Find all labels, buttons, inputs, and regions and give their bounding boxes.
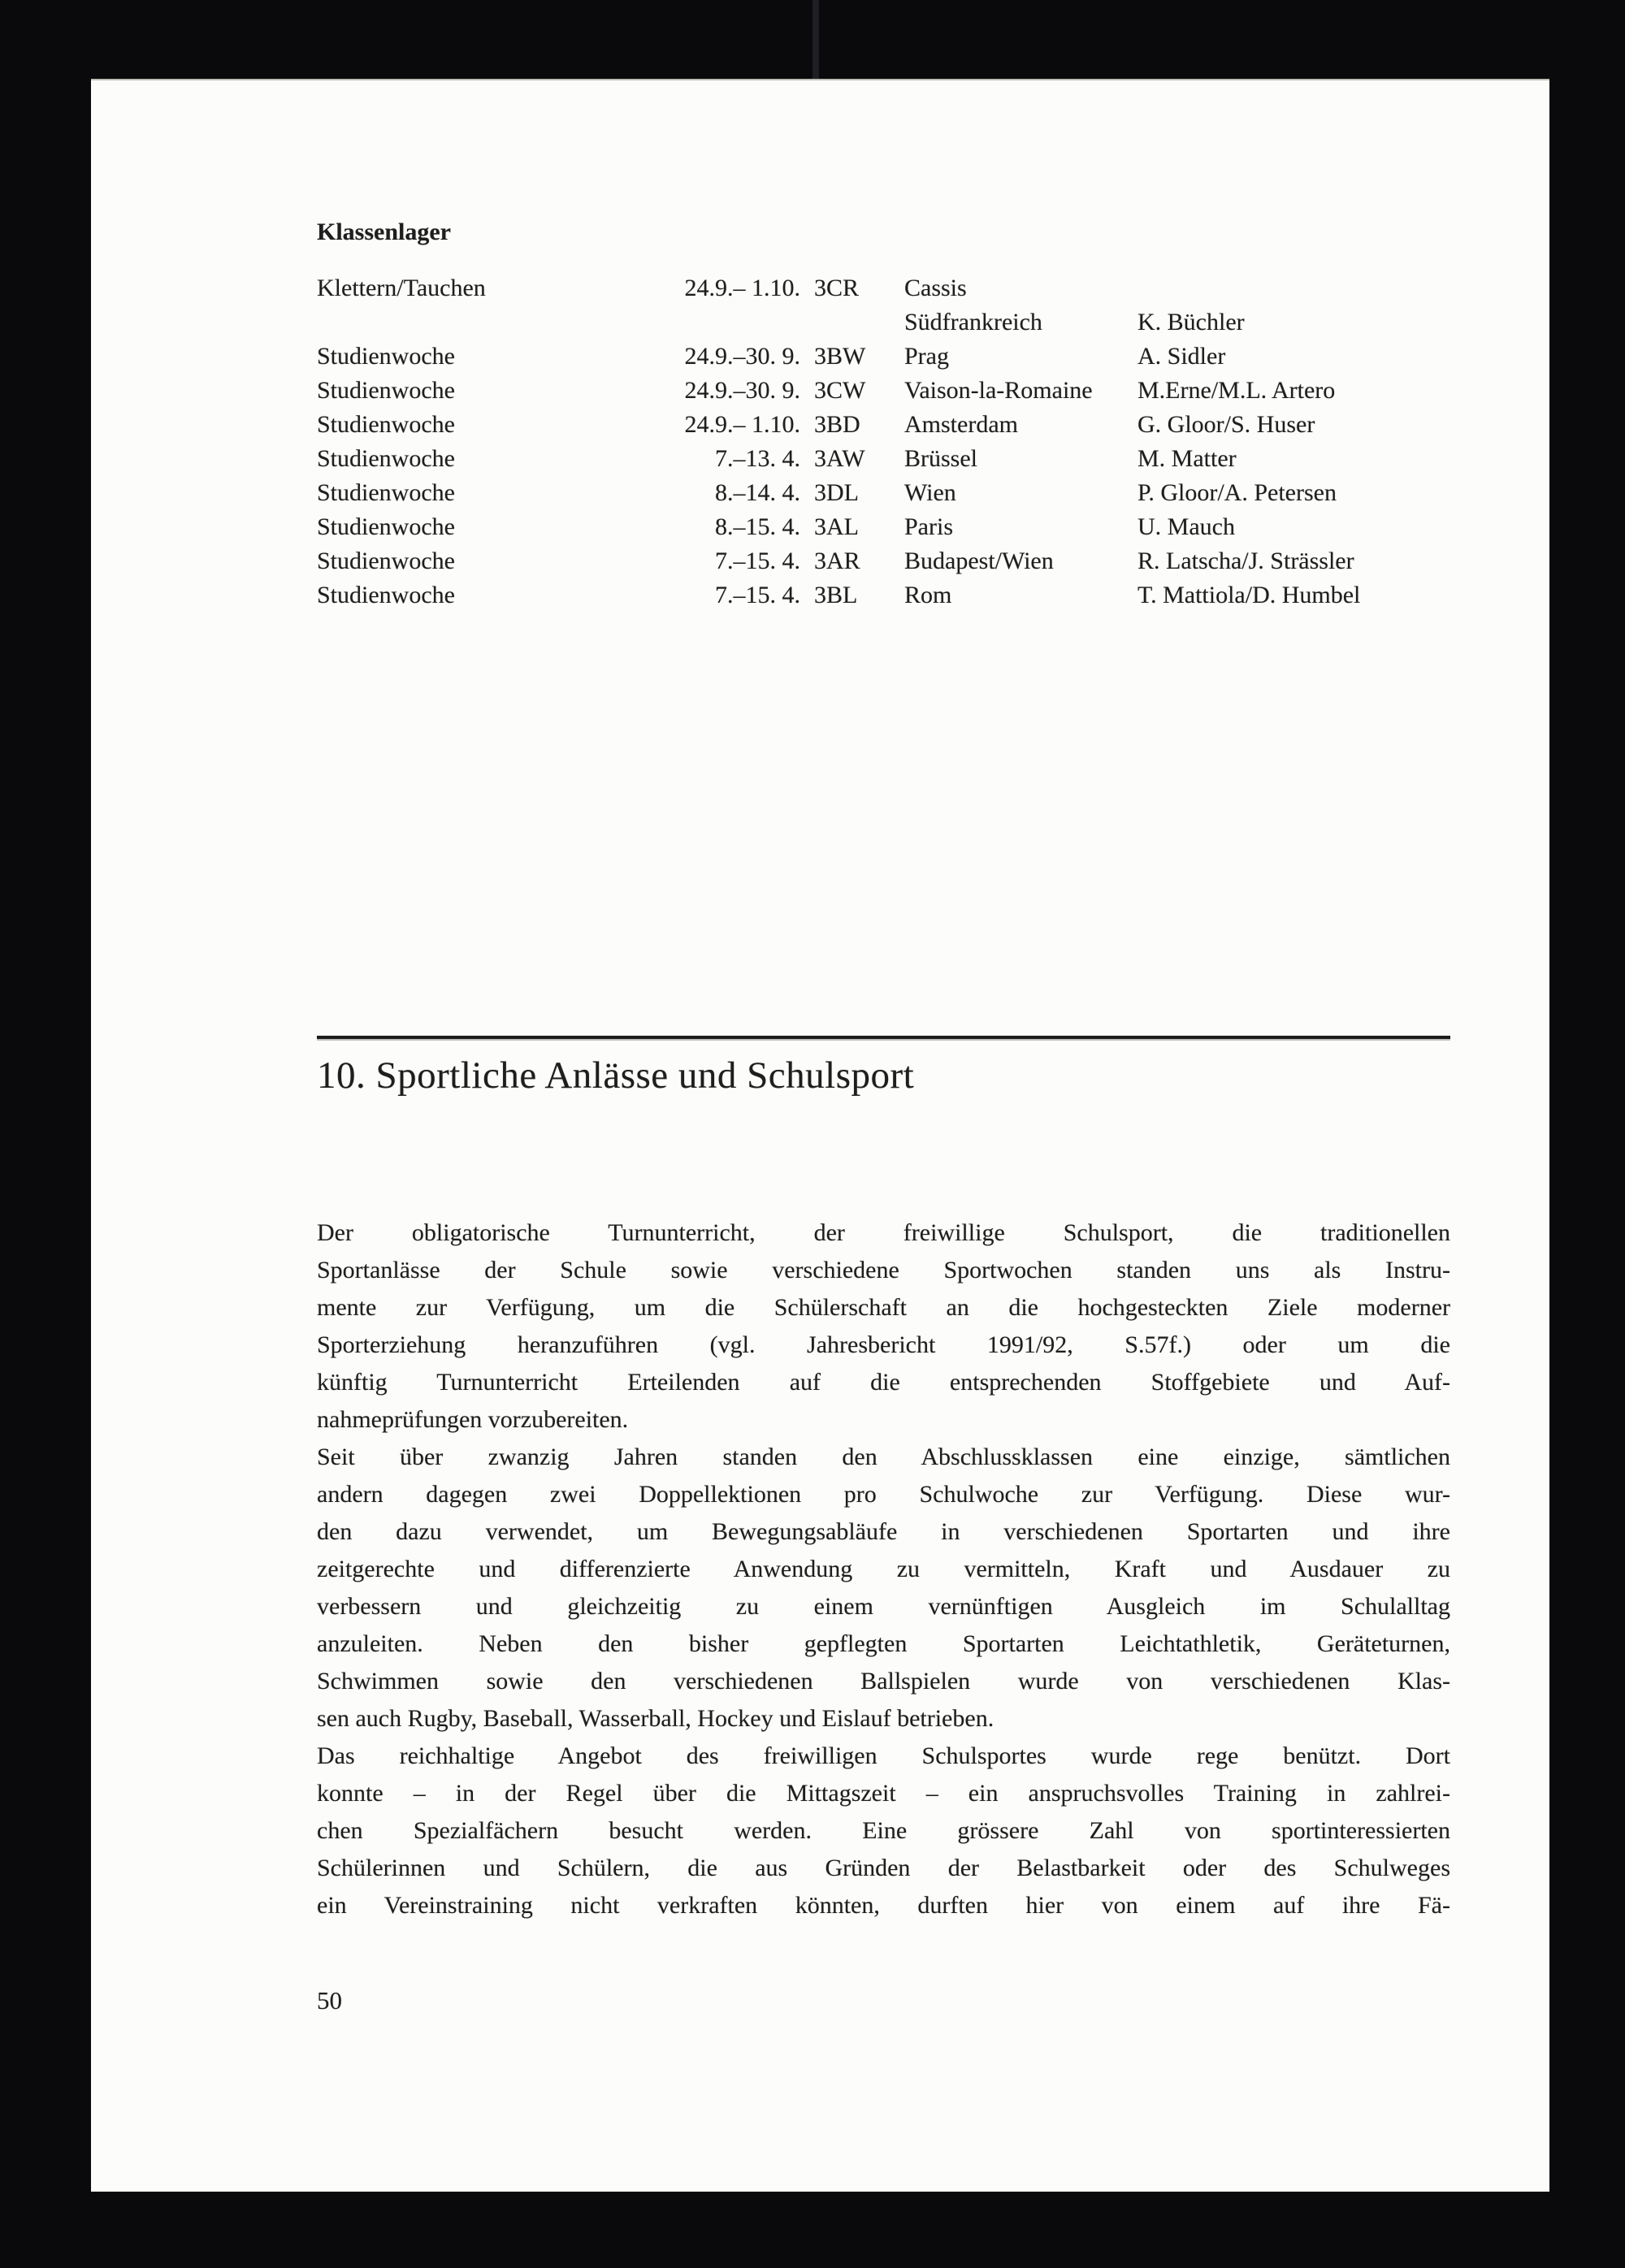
cell-class: 3CR xyxy=(814,275,860,301)
text-line: Sporterziehung heranzuführen (vgl. Jahresbericht 1991/92, S.57f.) oder um die xyxy=(317,1331,1450,1358)
cell-activity xyxy=(317,305,618,340)
cell-class: 3BD xyxy=(814,411,860,438)
document-page xyxy=(91,79,1549,2192)
cell-destination: Budapest/Wien xyxy=(904,548,1054,574)
text-line: künftig Turnunterricht Erteilenden auf die entsprechenden Stoffgebiete und Auf- xyxy=(317,1369,1450,1396)
cell-class: 3BL xyxy=(814,582,858,608)
text-line: ein Vereinstraining nicht verkraften könnten, durften hier von einem auf ihre Fä- xyxy=(317,1892,1450,1919)
cell-class: 3DL xyxy=(814,479,859,506)
section-heading: 10. Sportliche Anlässe und Schulsport xyxy=(317,1054,915,1097)
body-text xyxy=(317,1214,1450,1924)
cell-dates: 24.9.–30. 9. xyxy=(684,377,800,404)
cell-dates: 8.–14. 4. xyxy=(715,479,800,506)
table-row xyxy=(317,442,1450,476)
cell-dates xyxy=(618,305,800,340)
cell-destination: Amsterdam xyxy=(904,411,1018,438)
table-row xyxy=(317,578,1450,612)
paragraph xyxy=(317,1214,1450,1439)
text-line: Sportanlässe der Schule sowie verschiedene Sportwochen standen uns als Instru- xyxy=(317,1257,1450,1283)
table-row xyxy=(317,476,1450,510)
cell-leaders: A. Sidler xyxy=(1138,343,1226,370)
cell-leaders: M.Erne/M.L. Artero xyxy=(1138,377,1336,404)
cell-destination: Vaison-la-Romaine xyxy=(904,377,1093,404)
cell-dates: 24.9.–30. 9. xyxy=(684,343,800,370)
cell-activity: Studienwoche xyxy=(317,548,455,574)
cell-leaders: M. Matter xyxy=(1138,445,1237,472)
cell-activity: Studienwoche xyxy=(317,411,455,438)
cell-activity: Studienwoche xyxy=(317,445,455,472)
text-line: Schwimmen sowie den verschiedenen Ballspielen wurde von verschiedenen Klas- xyxy=(317,1668,1450,1695)
page-number: 50 xyxy=(317,1986,342,2015)
text-line: Der obligatorische Turnunterricht, der freiwillige Schulsport, die traditionellen xyxy=(317,1219,1450,1246)
cell-leaders: U. Mauch xyxy=(1138,513,1235,540)
cell-dates: 7.–15. 4. xyxy=(715,548,800,574)
paragraph xyxy=(317,1738,1450,1924)
cell-leaders: K. Büchler xyxy=(1138,309,1245,335)
cell-destination: Paris xyxy=(904,513,953,540)
table-row xyxy=(317,374,1450,408)
text-line: anzuleiten. Neben den bisher gepflegten Sportarten Leichtathletik, Geräteturnen, xyxy=(317,1630,1450,1657)
text-line: zeitgerechte und differenzierte Anwendung zu vermitteln, Kraft und Ausdauer zu xyxy=(317,1556,1450,1582)
text-line: den dazu verwendet, um Bewegungsabläufe in verschiedenen Sportarten und ihre xyxy=(317,1518,1450,1545)
text-line: Das reichhaltige Angebot des freiwilligen Schulsportes wurde rege benützt. Dort xyxy=(317,1742,1450,1769)
text-line: Schülerinnen und Schülern, die aus Gründen der Belastbarkeit oder des Schulweges xyxy=(317,1855,1450,1881)
cell-activity: Studienwoche xyxy=(317,479,455,506)
cell-destination: Prag xyxy=(904,343,949,370)
text-line: verbessern und gleichzeitig zu einem vernünftigen Ausgleich im Schulalltag xyxy=(317,1593,1450,1620)
cell-leaders: G. Gloor/S. Huser xyxy=(1138,411,1315,438)
table-row xyxy=(317,271,1450,305)
cell-destination: Wien xyxy=(904,479,956,506)
text-line: sen auch Rugby, Baseball, Wasserball, Hockey und Eislauf betrieben. xyxy=(317,1705,994,1732)
cell-destination: Südfrankreich xyxy=(904,309,1042,335)
text-line: chen Spezialfächern besucht werden. Eine grössere Zahl von sportinteressierten xyxy=(317,1817,1450,1844)
text-line: Seit über zwanzig Jahren standen den Abschlussklassen eine einzige, sämtlichen xyxy=(317,1443,1450,1470)
cell-leaders xyxy=(1138,271,1450,305)
cell-activity: Studienwoche xyxy=(317,513,455,540)
scanner-streak-artifact xyxy=(812,0,819,79)
cell-class: 3CW xyxy=(814,377,866,404)
cell-class: 3AL xyxy=(814,513,859,540)
cell-destination: Cassis xyxy=(904,275,967,301)
cell-activity: Studienwoche xyxy=(317,582,455,608)
cell-class: 3BW xyxy=(814,343,866,370)
klassenlager-table xyxy=(317,271,1450,612)
cell-dates: 7.–13. 4. xyxy=(715,445,800,472)
cell-leaders: R. Latscha/J. Strässler xyxy=(1138,548,1354,574)
cell-destination: Brüssel xyxy=(904,445,977,472)
text-line: mente zur Verfügung, um die Schülerschaft an die hochgesteckten Ziele moderner xyxy=(317,1294,1450,1321)
cell-leaders: T. Mattiola/D. Humbel xyxy=(1138,582,1361,608)
text-line: andern dagegen zwei Doppellektionen pro Schulwoche zur Verfügung. Diese wur- xyxy=(317,1481,1450,1508)
text-line: nahmeprüfungen vorzubereiten. xyxy=(317,1406,629,1433)
cell-dates: 7.–15. 4. xyxy=(715,582,800,608)
cell-leaders: P. Gloor/A. Petersen xyxy=(1138,479,1337,506)
cell-activity: Klettern/Tauchen xyxy=(317,275,486,301)
text-line: konnte – in der Regel über die Mittagszeit – ein anspruchsvolles Training in zahlrei- xyxy=(317,1780,1450,1807)
cell-dates: 24.9.– 1.10. xyxy=(684,411,800,438)
cell-activity: Studienwoche xyxy=(317,377,455,404)
cell-class: 3AR xyxy=(814,548,860,574)
table-row xyxy=(317,510,1450,544)
table-row xyxy=(317,544,1450,578)
paragraph xyxy=(317,1439,1450,1738)
cell-class xyxy=(800,305,895,340)
table-row xyxy=(317,340,1450,374)
table-row xyxy=(317,305,1450,340)
cell-activity: Studienwoche xyxy=(317,343,455,370)
paper-top-edge xyxy=(91,79,1549,80)
table-title: Klassenlager xyxy=(317,219,451,245)
cell-dates: 8.–15. 4. xyxy=(715,513,800,540)
cell-class: 3AW xyxy=(814,445,865,472)
table-row xyxy=(317,408,1450,442)
section-divider-rule xyxy=(317,1036,1450,1039)
cell-dates: 24.9.– 1.10. xyxy=(684,275,800,301)
cell-destination: Rom xyxy=(904,582,952,608)
